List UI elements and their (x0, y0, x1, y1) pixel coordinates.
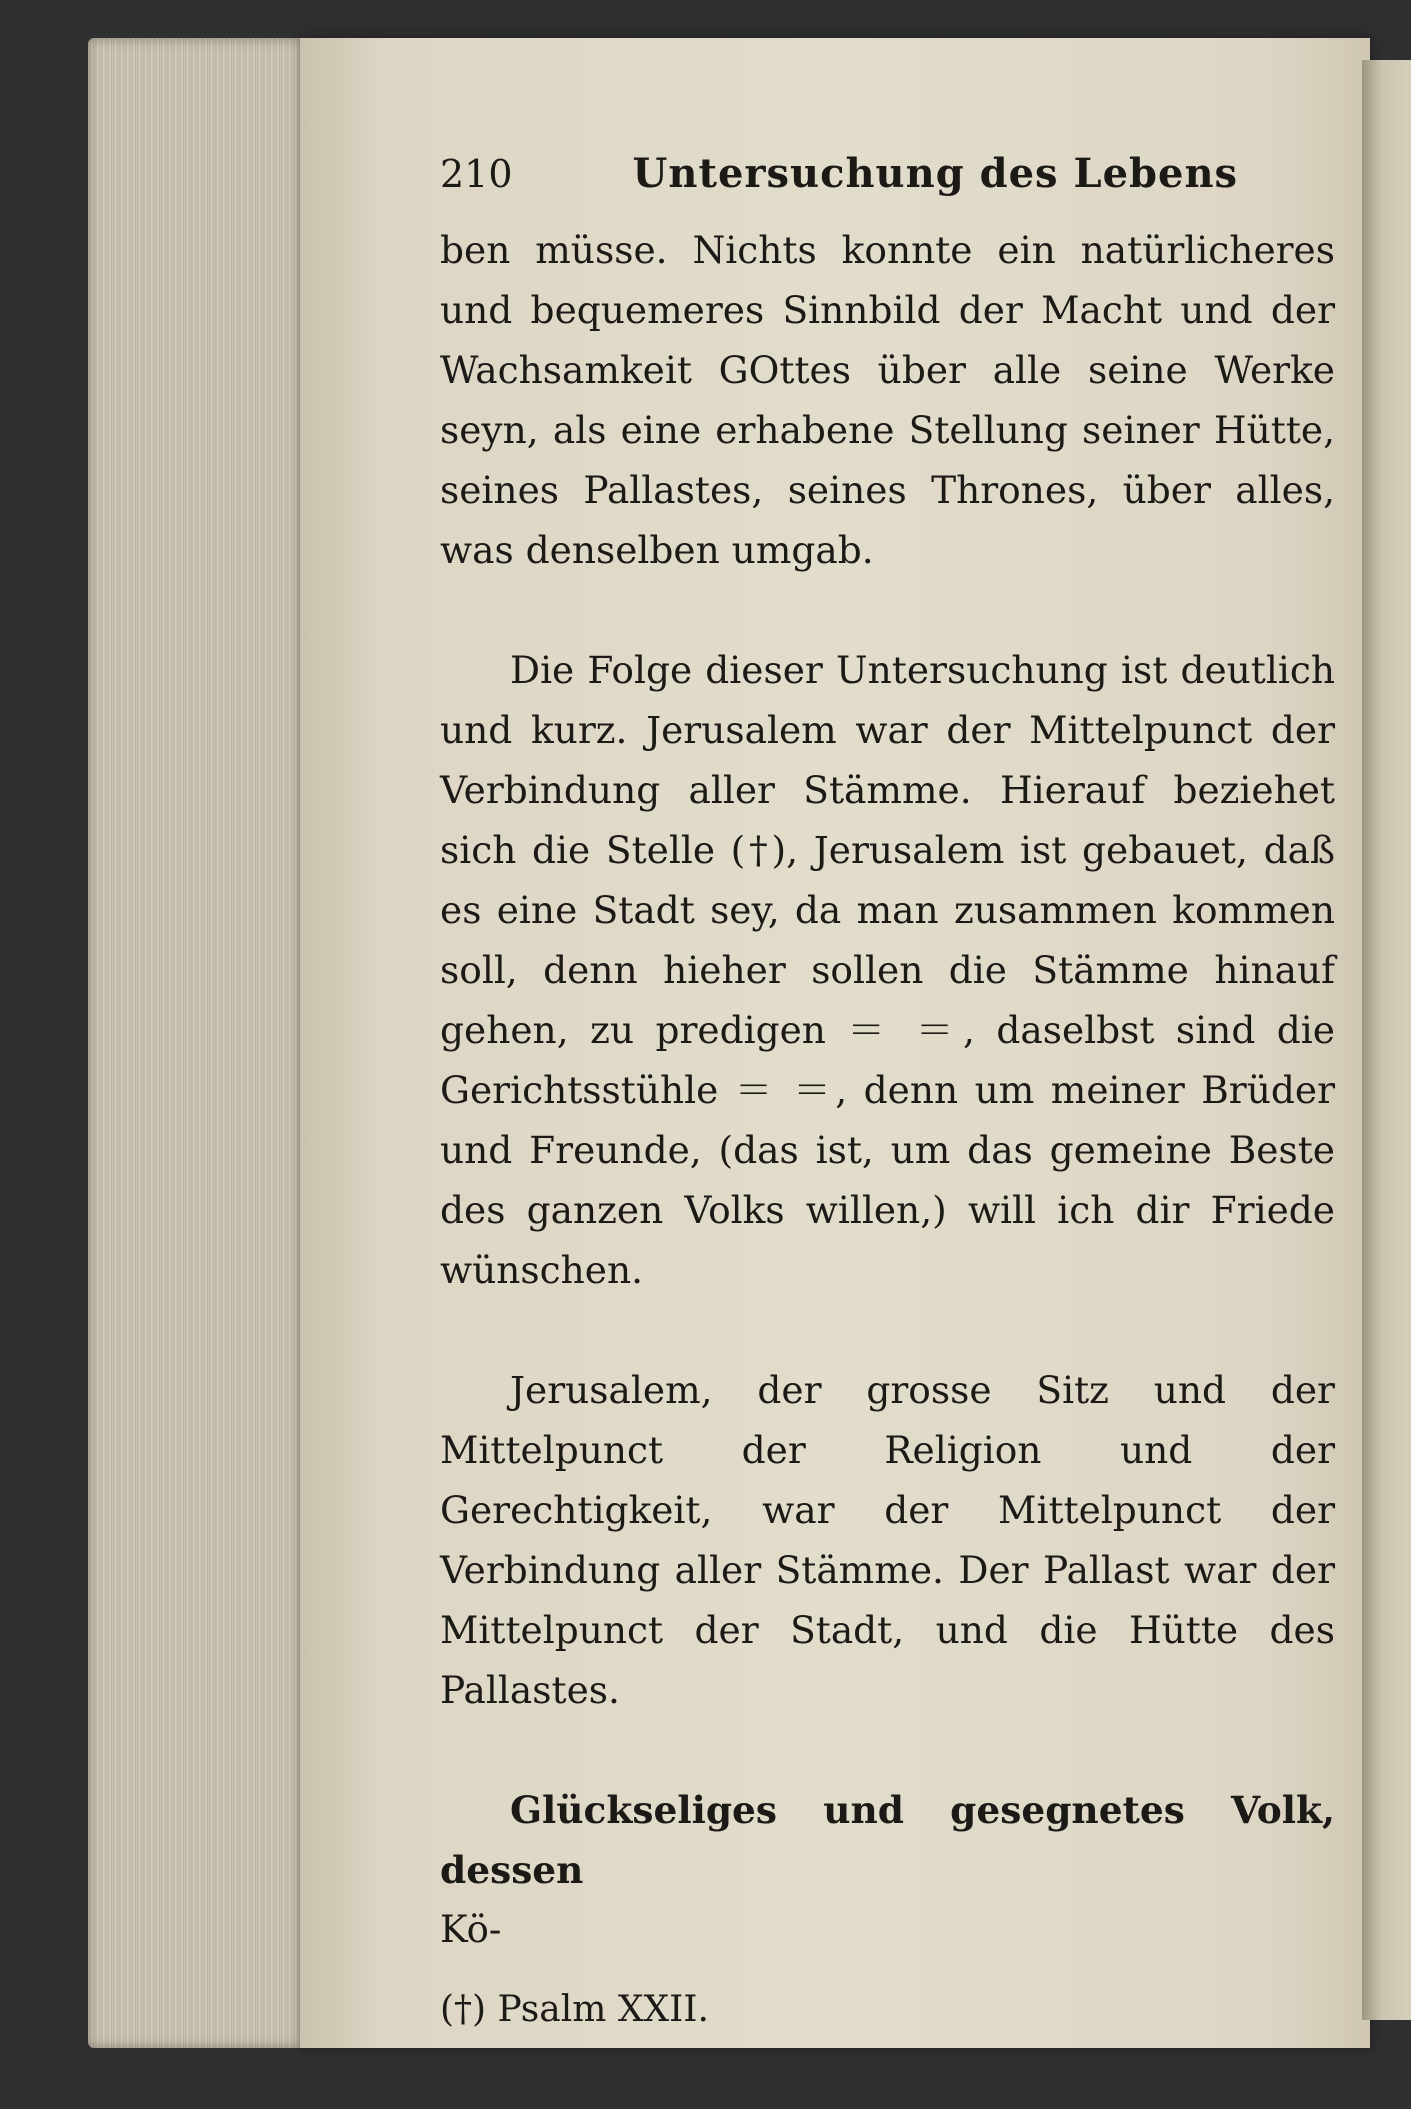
running-head-title: Untersuchung des Lebens (632, 150, 1239, 197)
page-number: 210 (440, 152, 513, 196)
catchword: Kö- (440, 1908, 502, 1951)
paragraph-1: ben müsse. Nichts konnte ein natürlicheres und bequemeres Sinnbild der Macht und der Wachsamkeit GOttes über alle seine Werke seyn, als eine erhabene Stellung seiner Hütte, seines Pallastes, seines Thrones, über alles, was denselben umgab. (440, 228, 1335, 572)
book-page-edges (88, 38, 308, 2048)
running-head (440, 150, 1335, 220)
paragraph-3: Jerusalem, der grosse Sitz und der Mittelpunct der Religion und der Gerechtigkeit, war der Mittelpunct der Verbindung aller Stämme. Der Pallast war der Mittelpunct der Stadt, und die Hütte des Pallastes. (440, 1368, 1335, 1712)
paragraph-2: Die Folge dieser Untersuchung ist deutlich und kurz. Jerusalem war der Mittelpunct der Verbindung aller Stämme. Hierauf beziehet sich die Stelle (†), Jerusalem ist gebauet, daß es eine Stadt sey, da man zusammen kommen soll, denn hieher sollen die Stämme hinauf gehen, zu predigen ＝ ＝, daselbst sind die Gerichtsstühle ＝ ＝, denn um meiner Brüder und Freunde, (das ist, um das gemeine Beste des ganzen Volks willen,) will ich dir Friede wünschen. (440, 648, 1335, 1292)
paragraph-4: Glückseliges und gesegnetes Volk, dessen (440, 1788, 1335, 1892)
footnote: (†) Psalm XXII. (440, 1989, 709, 2030)
page-text (440, 150, 1335, 2040)
next-page-edge (1362, 60, 1411, 2020)
